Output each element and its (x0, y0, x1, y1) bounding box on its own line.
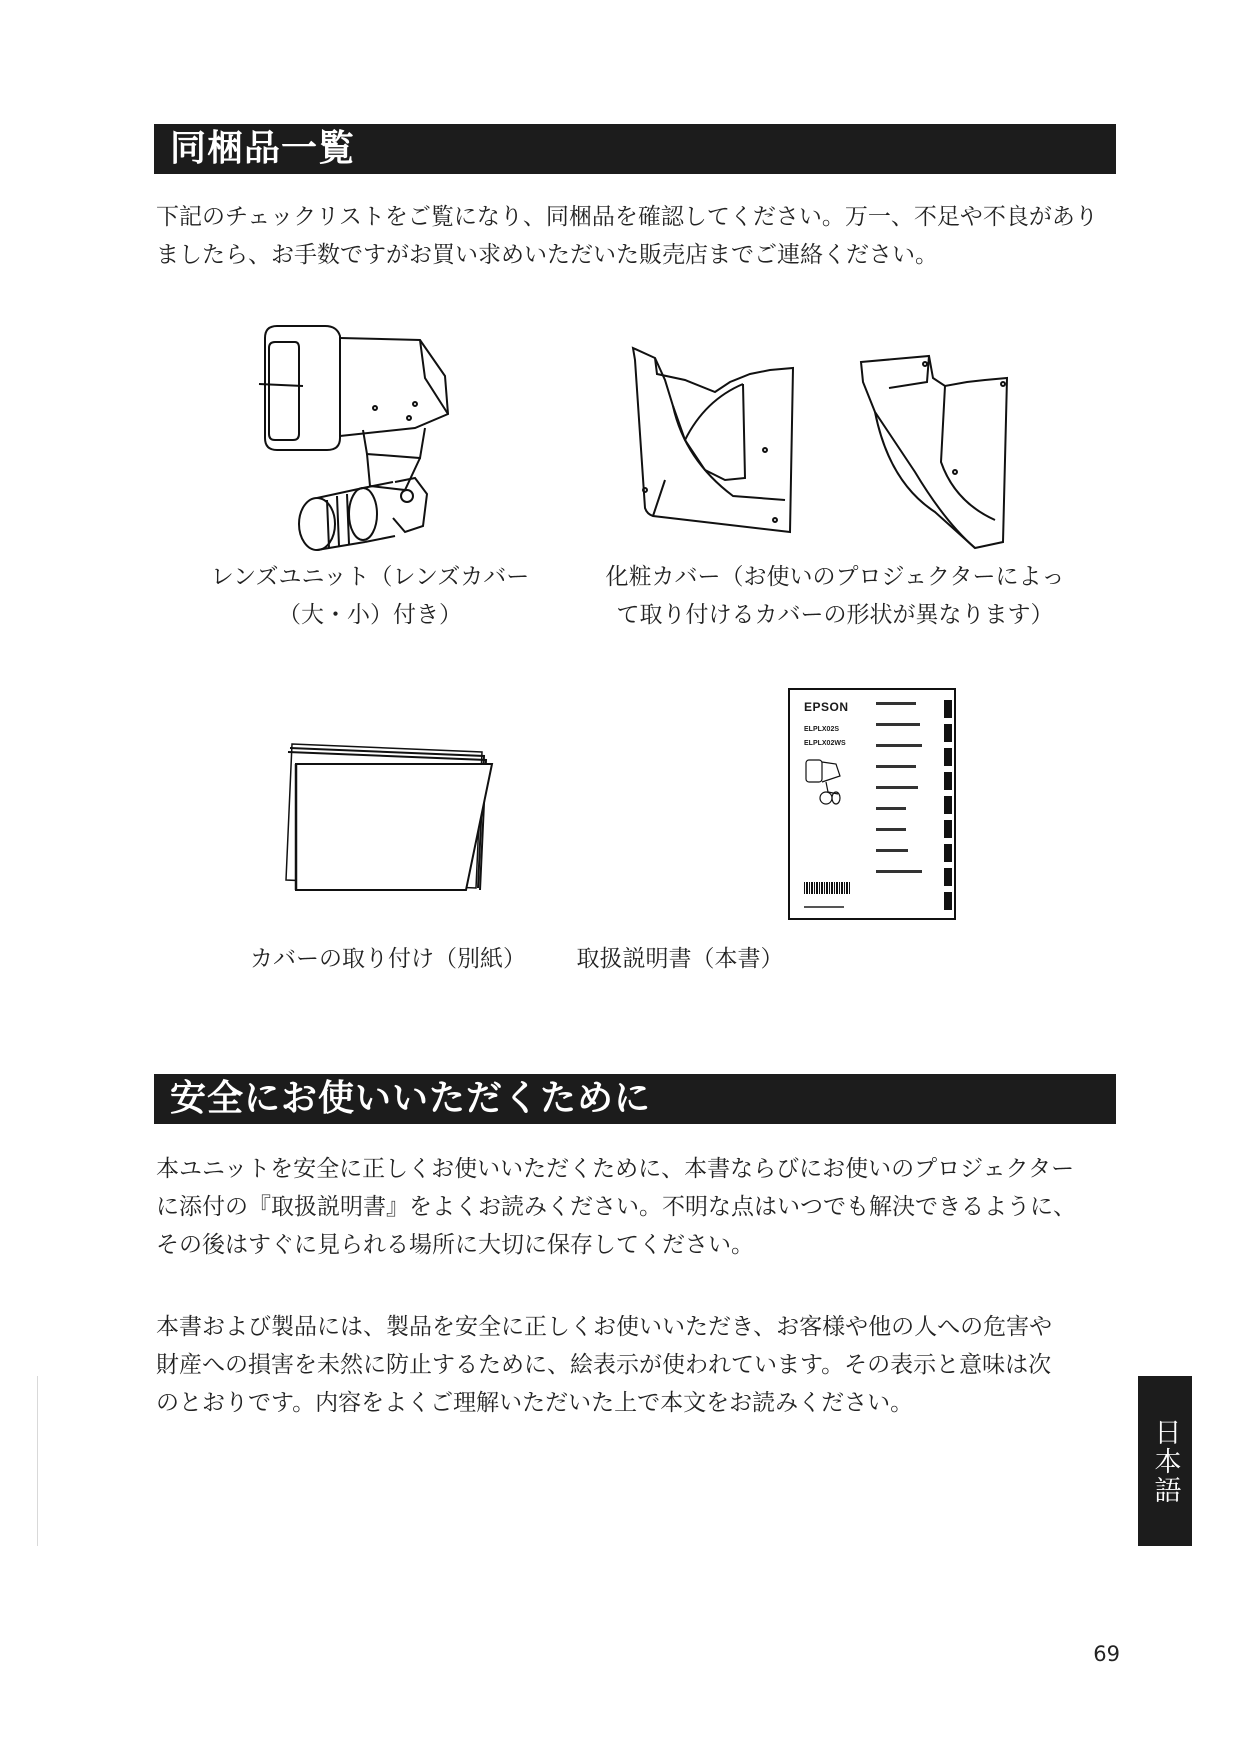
cover-sheet-illustration (282, 738, 502, 898)
section-title: 安全にお使いいただくために (170, 1078, 652, 1119)
manual-model: ELPLX02WS (804, 740, 846, 747)
lens-unit-illustration (255, 318, 495, 558)
lens-unit-caption (200, 558, 540, 634)
manual-lens-thumbnail (804, 756, 844, 806)
language-tab-label: 日本語 (1149, 1417, 1181, 1505)
manual-brand: EPSON (804, 700, 849, 714)
text-line: その後はすぐに見られる場所に大切に保存してください。 (156, 1232, 754, 1258)
manual-model: ELPLX02S (804, 726, 840, 733)
section-heading-contents (154, 124, 1116, 174)
cover-sheet-caption: カバーの取り付け（別紙） (250, 946, 526, 972)
manual-toc (876, 702, 936, 873)
caption-line: 化粧カバー（お使いのプロジェクターによっ (605, 564, 1065, 590)
decorative-cover-illustration-1 (625, 340, 800, 540)
caption-line: て取り付けるカバーの形状が異なります） (616, 602, 1054, 628)
decorative-cover-illustration-2 (855, 352, 1015, 552)
caption-line: レンズユニット（レンズカバー (210, 564, 530, 590)
text-line: 本ユニットを安全に正しくお使いいただくために、本書ならびにお使いのプロジェクター (156, 1156, 1075, 1182)
section-title: 同梱品一覧 (170, 128, 356, 169)
text-line: ましたら、お手数ですがお買い求めいただいた販売店までご連絡ください。 (156, 242, 938, 268)
margin-rule (37, 1376, 38, 1546)
text-line: 下記のチェックリストをご覧になり、同梱品を確認してください。万一、不足や不良があり (156, 204, 1098, 230)
manual-caption: 取扱説明書（本書） (576, 946, 784, 972)
page-number: 69 (1093, 1642, 1120, 1666)
decorative-cover-caption (580, 558, 1090, 634)
text-line: のとおりです。内容をよくご理解いただいた上で本文をお読みください。 (156, 1390, 914, 1416)
contents-intro (156, 198, 1166, 274)
caption-line: （大・小）付き） (278, 602, 462, 628)
safety-paragraph-2 (156, 1308, 1166, 1422)
section-heading-safety (154, 1074, 1116, 1124)
manual-barcode (804, 882, 850, 894)
text-line: に添付の『取扱説明書』をよくお読みください。不明な点はいつでも解決できるように、 (156, 1194, 1076, 1220)
safety-paragraph-1 (156, 1150, 1166, 1264)
text-line: 本書および製品には、製品を安全に正しくお使いいただき、お客様や他の人への危害や (156, 1314, 1053, 1340)
text-line: 財産への損害を未然に防止するために、絵表示が使われています。その表示と意味は次 (156, 1352, 1052, 1378)
manual-illustration (788, 688, 956, 920)
language-tab (1138, 1376, 1192, 1546)
